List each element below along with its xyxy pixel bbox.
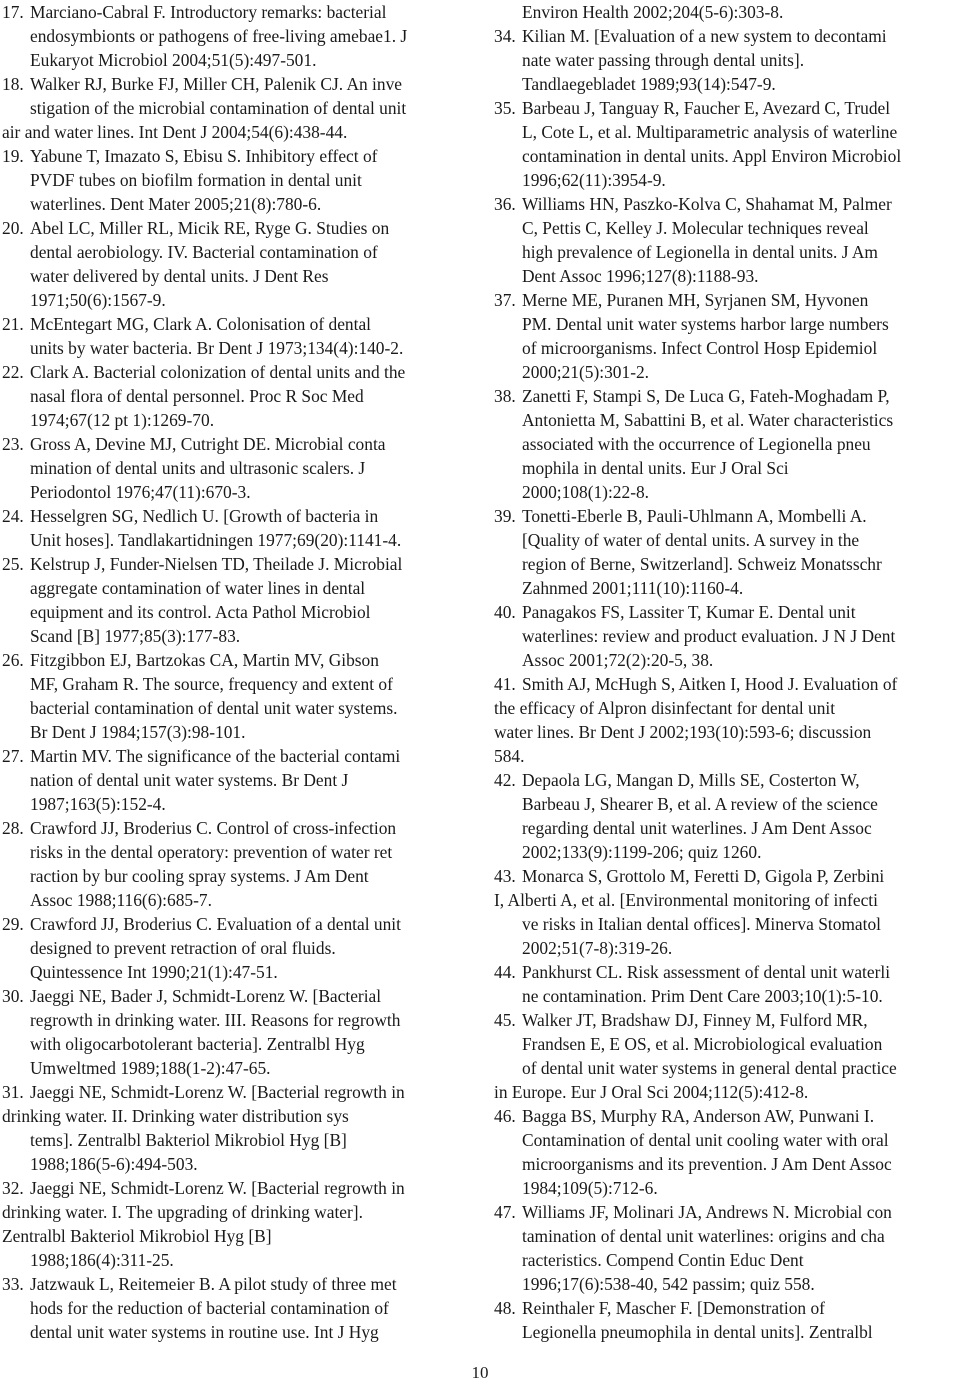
reference-item: [494, 192, 956, 288]
reference-text-line: drinking water. I. The upgrading of drinking water].: [2, 1202, 363, 1222]
reference-text: Panagakos FS, Lassiter T, Kumar E. Dental unit: [522, 602, 856, 622]
reference-text-line: PM. Dental unit water systems harbor large numbers: [522, 314, 889, 334]
reference-number: 41.: [494, 674, 521, 694]
reference-item: [2, 816, 467, 912]
reference-text-line: 1996;17(6):538-40, 542 passim; quiz 558.: [522, 1274, 815, 1294]
reference-text-line: 1974;67(12 pt 1):1269-70.: [30, 410, 215, 430]
reference-text-line: 2002;133(9):1199-206; quiz 1260.: [522, 842, 762, 862]
reference-text: Gross A, Devine MJ, Cutright DE. Microbial conta: [30, 434, 386, 454]
reference-text: Reinthaler F, Mascher F. [Demonstration of: [522, 1298, 825, 1318]
reference-number: 36.: [494, 194, 521, 214]
reference-text-line: 1996;62(11):3954-9.: [522, 170, 666, 190]
reference-item: [2, 1272, 467, 1344]
reference-text: Clark A. Bacterial colonization of dental units and the: [30, 362, 406, 382]
reference-text-line: Zahnmed 2001;111(10):1160-4.: [522, 578, 744, 598]
reference-item: [494, 384, 956, 504]
reference-number: 23.: [2, 434, 29, 454]
reference-text: Crawford JJ, Broderius C. Control of cross-infection: [30, 818, 397, 838]
reference-item: [494, 672, 956, 768]
reference-text-line: aggregate contamination of water lines in dental: [30, 578, 366, 598]
reference-text-line: nation of dental unit water systems. Br Dent J: [30, 770, 349, 790]
reference-text-line: C, Pettis C, Kelley J. Molecular techniques reveal: [522, 218, 869, 238]
reference-text: Smith AJ, McHugh S, Aitken I, Hood J. Evaluation of: [522, 674, 898, 694]
reference-text-line: units by water bacteria. Br Dent J 1973;134(4):140-2.: [30, 338, 404, 358]
reference-text-line: 1988;186(4):311-25.: [30, 1250, 174, 1270]
reference-item: [2, 312, 467, 360]
reference-item: [2, 984, 467, 1080]
reference-text: Abel LC, Miller RL, Micik RE, Ryge G. Studies on: [30, 218, 390, 238]
reference-item: [2, 432, 467, 504]
reference-text-line: designed to prevent retraction of oral fluids.: [30, 938, 336, 958]
reference-number: 46.: [494, 1106, 521, 1126]
reference-item: [494, 864, 956, 960]
reference-text-line: endosymbionts or pathogens of free-living amebae1. J: [30, 26, 408, 46]
reference-text: Monarca S, Grottolo M, Feretti D, Gigola P, Zerbini: [522, 866, 885, 886]
reference-text-line: in Europe. Eur J Oral Sci 2004;112(5):412-8.: [494, 1082, 809, 1102]
reference-number: 47.: [494, 1202, 521, 1222]
reference-number: 32.: [2, 1178, 29, 1198]
reference-text-line: raction by bur cooling spray systems. J Am Dent: [30, 866, 369, 886]
reference-text-line: with oligocarbotolerant bacteria]. Zentralbl Hyg: [30, 1034, 365, 1054]
reference-text-line: 1988;186(5-6):494-503.: [30, 1154, 198, 1174]
reference-text-line: 2000;108(1):22-8.: [522, 482, 650, 502]
reference-text-line: microorganisms and its prevention. J Am Dent Assoc: [522, 1154, 892, 1174]
reference-number: 17.: [2, 2, 29, 22]
reference-text-line: Contamination of dental unit cooling water with oral: [522, 1130, 889, 1150]
reference-text-line: drinking water. II. Drinking water distribution sys: [2, 1106, 349, 1126]
reference-text-line: 584.: [494, 746, 525, 766]
reference-text: Marciano-Cabral F. Introductory remarks: bacterial: [30, 2, 387, 22]
reference-text-line: 2002;51(7-8):319-26.: [522, 938, 673, 958]
reference-text-line: ve risks in Italian dental offices]. Minerva Stomatol: [522, 914, 881, 934]
reference-item: [2, 360, 467, 432]
reference-item: [2, 0, 467, 72]
reference-text-line: Scand [B] 1977;85(3):177-83.: [30, 626, 241, 646]
reference-item: [494, 504, 956, 600]
reference-number: 24.: [2, 506, 29, 526]
reference-text-line: 1987;163(5):152-4.: [30, 794, 166, 814]
reference-text-line: equipment and its control. Acta Pathol Microbiol: [30, 602, 371, 622]
reference-number: 27.: [2, 746, 29, 766]
reference-text: Jaeggi NE, Schmidt-Lorenz W. [Bacterial regrowth in: [30, 1178, 405, 1198]
reference-text: Yabune T, Imazato S, Ebisu S. Inhibitory effect of: [30, 146, 378, 166]
reference-number: 44.: [494, 962, 521, 982]
reference-item: [494, 24, 956, 96]
reference-item: [494, 1008, 956, 1104]
reference-item: [494, 1200, 956, 1296]
reference-text: McEntegart MG, Clark A. Colonisation of dental: [30, 314, 371, 334]
reference-text-line: 2000;21(5):301-2.: [522, 362, 650, 382]
reference-item: [2, 552, 467, 648]
reference-text: Walker RJ, Burke FJ, Miller CH, Palenik CJ. An inve: [30, 74, 402, 94]
reference-text: Kelstrup J, Funder-Nielsen TD, Theilade J. Microbial: [30, 554, 403, 574]
reference-text: Hesselgren SG, Nedlich U. [Growth of bacteria in: [30, 506, 379, 526]
reference-number: 45.: [494, 1010, 521, 1030]
reference-text: Jatzwauk L, Reitemeier B. A pilot study of three met: [30, 1274, 397, 1294]
reference-text-line: of dental unit water systems in general dental practice: [522, 1058, 897, 1078]
reference-text-line: contamination in dental units. Appl Environ Microbiol: [522, 146, 902, 166]
reference-item: [494, 1296, 956, 1344]
reference-text: Fitzgibbon EJ, Bartzokas CA, Martin MV, Gibson: [30, 650, 379, 670]
reference-number: 28.: [2, 818, 29, 838]
reference-text: Zanetti F, Stampi S, De Luca G, Fateh-Moghadam P,: [522, 386, 890, 406]
reference-text: Tonetti-Eberle B, Pauli-Uhlmann A, Mombelli A.: [522, 506, 867, 526]
reference-text-line: tems]. Zentralbl Bakteriol Mikrobiol Hyg [B]: [30, 1130, 347, 1150]
reference-text-line: Tandlaegebladet 1989;93(14):547-9.: [522, 74, 776, 94]
reference-text: Jaeggi NE, Schmidt-Lorenz W. [Bacterial regrowth in: [30, 1082, 405, 1102]
reference-item: [2, 648, 467, 744]
reference-text-line: risks in the dental operatory: prevention of water ret: [30, 842, 393, 862]
reference-number: 39.: [494, 506, 521, 526]
reference-item: [494, 288, 956, 384]
reference-number: 18.: [2, 74, 29, 94]
reference-number: 43.: [494, 866, 521, 886]
reference-text: Environ Health 2002;204(5-6):303-8.: [522, 2, 784, 22]
right-reference-column: [494, 0, 956, 1344]
reference-text-line: region of Berne, Switzerland]. Schweiz Monatsschr: [522, 554, 882, 574]
reference-text-line: 1971;50(6):1567-9.: [30, 290, 166, 310]
reference-text-line: hods for the reduction of bacterial contamination of: [30, 1298, 389, 1318]
reference-text: Walker JT, Bradshaw DJ, Finney M, Fulford MR,: [522, 1010, 868, 1030]
reference-item: [494, 96, 956, 192]
reference-number: 30.: [2, 986, 29, 1006]
reference-item: [2, 1176, 467, 1272]
reference-text-line: waterlines: review and product evaluation. J N J Dent: [522, 626, 896, 646]
reference-text: Barbeau J, Tanguay R, Faucher E, Avezard C, Trudel: [522, 98, 891, 118]
reference-number: 21.: [2, 314, 29, 334]
reference-text-line: Dent Assoc 1996;127(8):1188-93.: [522, 266, 759, 286]
left-reference-column: [2, 0, 467, 1344]
reference-text-line: bacterial contamination of dental unit water systems.: [30, 698, 398, 718]
reference-text-line: Assoc 1988;116(6):685-7.: [30, 890, 212, 910]
reference-number: 19.: [2, 146, 29, 166]
reference-item: [2, 912, 467, 984]
reference-number: 35.: [494, 98, 521, 118]
reference-text-line: regarding dental unit waterlines. J Am Dent Assoc: [522, 818, 872, 838]
reference-number: 34.: [494, 26, 521, 46]
reference-number: 42.: [494, 770, 521, 790]
reference-text: Depaola LG, Mangan D, Mills SE, Costerton W,: [522, 770, 860, 790]
reference-text-line: racteristics. Compend Contin Educ Dent: [522, 1250, 804, 1270]
reference-item: [494, 600, 956, 672]
reference-text: Williams JF, Molinari JA, Andrews N. Microbial con: [522, 1202, 892, 1222]
reference-text-line: high prevalence of Legionella in dental units. J Am: [522, 242, 878, 262]
reference-text-line: PVDF tubes on biofilm formation in dental unit: [30, 170, 362, 190]
reference-text-line: Eukaryot Microbiol 2004;51(5):497-501.: [30, 50, 317, 70]
reference-number: 31.: [2, 1082, 29, 1102]
reference-number: 20.: [2, 218, 29, 238]
reference-item: [2, 1080, 467, 1176]
reference-number: 38.: [494, 386, 521, 406]
reference-text-line: MF, Graham R. The source, frequency and extent of: [30, 674, 393, 694]
reference-text-line: Barbeau J, Shearer B, et al. A review of the science: [522, 794, 878, 814]
page-number: 10: [471, 1363, 489, 1382]
reference-text-line: Periodontol 1976;47(11):670-3.: [30, 482, 251, 502]
reference-text-line: of microorganisms. Infect Control Hosp Epidemiol: [522, 338, 878, 358]
reference-text-line: water lines. Br Dent J 2002;193(10):593-6; discussion: [494, 722, 872, 742]
reference-text-line: Assoc 2001;72(2):20-5, 38.: [522, 650, 714, 670]
reference-number: 33.: [2, 1274, 29, 1294]
reference-text-line: water delivered by dental units. J Dent Res: [30, 266, 329, 286]
reference-number: 25.: [2, 554, 29, 574]
reference-text-line: ne contamination. Prim Dent Care 2003;10(1):5-10.: [522, 986, 883, 1006]
reference-text: Crawford JJ, Broderius C. Evaluation of a dental unit: [30, 914, 401, 934]
reference-text-line: 1984;109(5):712-6.: [522, 1178, 658, 1198]
reference-text-line: tamination of dental unit waterlines: origins and cha: [522, 1226, 885, 1246]
reference-item: [2, 216, 467, 312]
reference-item: [2, 504, 467, 552]
reference-number: 40.: [494, 602, 521, 622]
reference-text: Jaeggi NE, Bader J, Schmidt-Lorenz W. [Bacterial: [30, 986, 382, 1006]
reference-text-line: Unit hoses]. Tandlakartidningen 1977;69(20):1141-4.: [30, 530, 402, 550]
reference-text-line: I, Alberti A, et al. [Environmental monitoring of infecti: [494, 890, 878, 910]
reference-item: [494, 1104, 956, 1200]
reference-text-line: Quintessence Int 1990;21(1):47-51.: [30, 962, 278, 982]
reference-text-line: Umweltmed 1989;188(1-2):47-65.: [30, 1058, 271, 1078]
reference-text-line: nasal flora of dental personnel. Proc R Soc Med: [30, 386, 364, 406]
reference-text-line: nate water passing through dental units].: [522, 50, 805, 70]
reference-text-line: regrowth in drinking water. III. Reasons for regrowth: [30, 1010, 401, 1030]
reference-text: Merne ME, Puranen MH, Syrjanen SM, Hyvonen: [522, 290, 869, 310]
reference-item: [494, 0, 956, 24]
reference-item: [2, 144, 467, 216]
reference-text-line: dental aerobiology. IV. Bacterial contamination of: [30, 242, 378, 262]
reference-text-line: [Quality of water of dental units. A survey in the: [522, 530, 860, 550]
reference-number: 26.: [2, 650, 29, 670]
reference-item: [2, 72, 467, 144]
reference-text-line: Frandsen E, E OS, et al. Microbiological evaluation: [522, 1034, 883, 1054]
reference-item: [494, 768, 956, 864]
reference-text-line: L, Cote L, et al. Multiparametric analysis of waterline: [522, 122, 898, 142]
reference-item: [494, 960, 956, 1008]
reference-number: 29.: [2, 914, 29, 934]
reference-text-line: associated with the occurrence of Legionella pneu: [522, 434, 871, 454]
reference-item: [2, 744, 467, 816]
reference-text: Bagga BS, Murphy RA, Anderson AW, Punwani I.: [522, 1106, 875, 1126]
reference-text-line: Zentralbl Bakteriol Mikrobiol Hyg [B]: [2, 1226, 272, 1246]
reference-text-line: Antonietta M, Sabattini B, et al. Water characteristics: [522, 410, 894, 430]
reference-text: Martin MV. The significance of the bacterial contami: [30, 746, 401, 766]
reference-text-line: waterlines. Dent Mater 2005;21(8):780-6.: [30, 194, 322, 214]
reference-text-line: Legionella pneumophila in dental units]. Zentralbl: [522, 1322, 873, 1342]
reference-text-line: stigation of the microbial contamination of dental unit: [30, 98, 407, 118]
reference-number: 37.: [494, 290, 521, 310]
reference-text-line: the efficacy of Alpron disinfectant for dental unit: [494, 698, 836, 718]
reference-text-line: air and water lines. Int Dent J 2004;54(6):438-44.: [2, 122, 348, 142]
reference-text-line: dental unit water systems in routine use. Int J Hyg: [30, 1322, 379, 1342]
reference-text: Kilian M. [Evaluation of a new system to decontami: [522, 26, 887, 46]
reference-text-line: mination of dental units and ultrasonic scalers. J: [30, 458, 366, 478]
reference-text-line: mophila in dental units. Eur J Oral Sci: [522, 458, 789, 478]
reference-number: 48.: [494, 1298, 521, 1318]
reference-text: Pankhurst CL. Risk assessment of dental unit waterli: [522, 962, 891, 982]
reference-text: Williams HN, Paszko-Kolva C, Shahamat M, Palmer: [522, 194, 892, 214]
reference-text-line: Br Dent J 1984;157(3):98-101.: [30, 722, 246, 742]
reference-number: 22.: [2, 362, 29, 382]
